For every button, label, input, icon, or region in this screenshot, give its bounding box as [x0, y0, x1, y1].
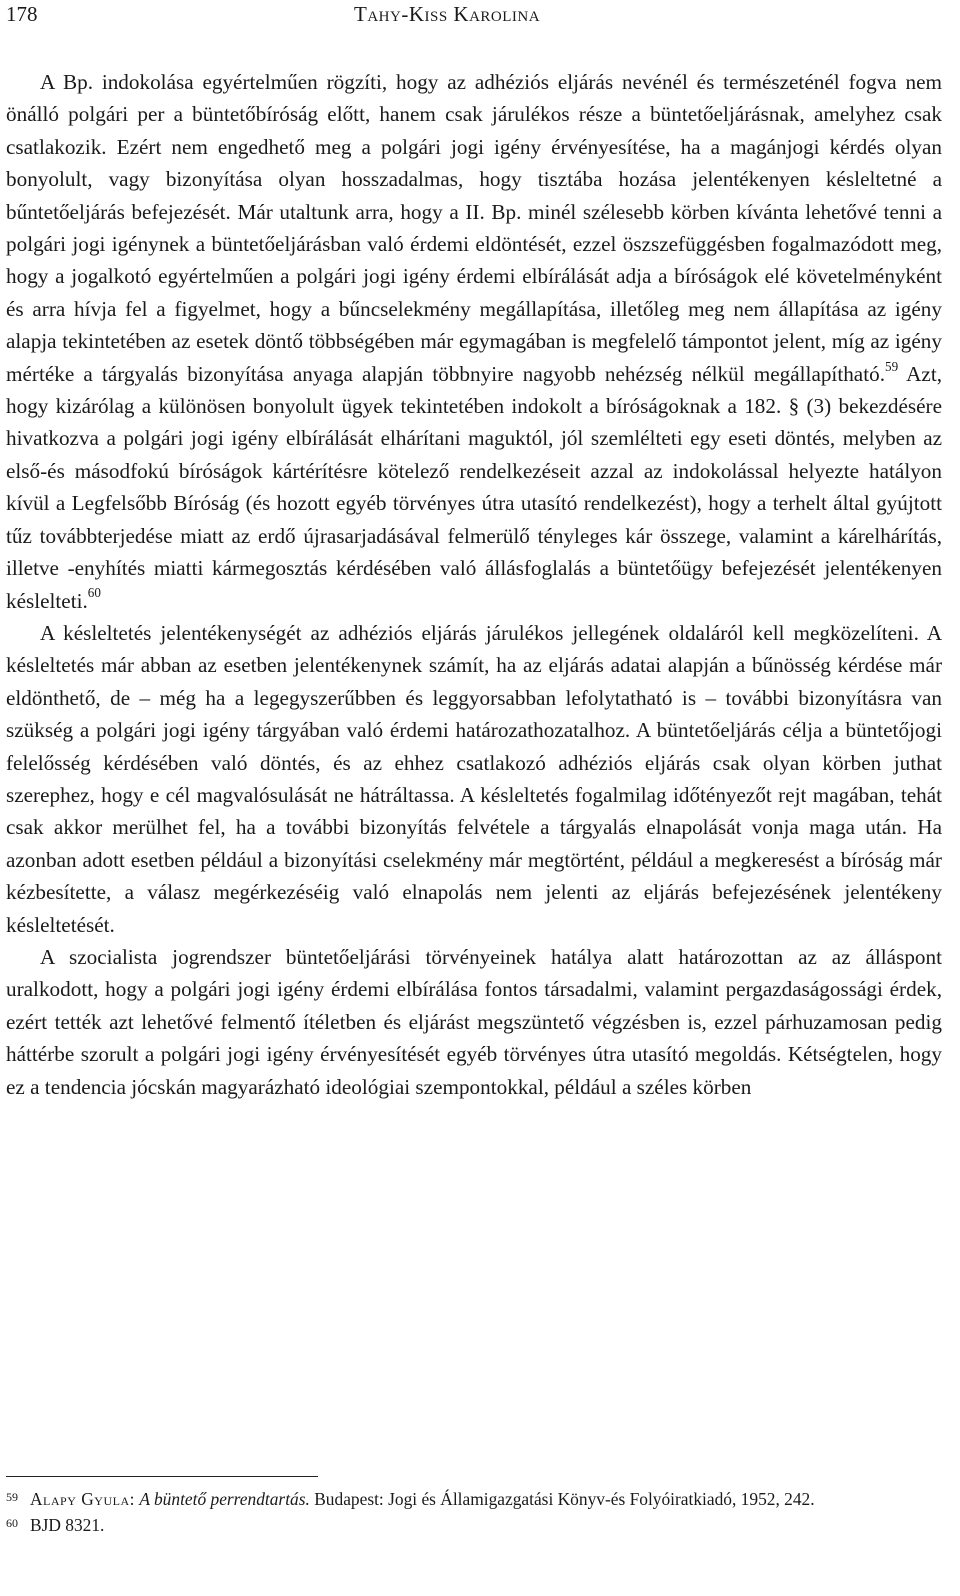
running-title: Tahy-Kiss Karolina	[354, 2, 541, 26]
footnote-publication: Budapest: Jogi és Államigazgatási Könyv-és Folyóiratkiadó, 1952, 242.	[309, 1489, 815, 1509]
body-text	[6, 66, 942, 1103]
footnote-number: 59	[6, 1490, 18, 1504]
paragraph-1	[6, 66, 942, 617]
footnote-ref-59[interactable]: 59	[885, 358, 899, 374]
footnote-separator	[6, 1476, 318, 1477]
footnote-author: Alapy Gyula:	[30, 1489, 135, 1509]
footnote-60	[6, 1512, 942, 1538]
footnote-59	[6, 1486, 942, 1512]
paragraph-2: A késleltetés jelentékenységét az adhéziós eljárás járulékos jellegének oldaláról kell megközelíteni. A késleltetés már abban az esetben jelentékenynek számít, ha az eljárás adatai alapján a bűnösség kérdése már eldönthető, de – még ha a legegyszerűbben és leggyorsabban lefolytatható is – további bizonyításra van szükség a polgári jogi igény tárgyában való érdemi határozathozatalhoz. A büntetőeljárás célja a büntetőjogi felelősség kérdésében való döntés, és az ehhez csatlakozó adhéziós eljárás csak olyan körben juthat szerephez, hogy e cél magvalósulását ne hátráltassa. A késleltetés fogalmilag időtényezőt rejt magában, tehát csak akkor merülhet fel, ha a további bizonyítás felvétele a tárgyalás elnapolását vonja maga után. Ha azonban adott esetben például a bizonyítási cselekmény már megtörtént, például a megkeresést a bíróság már kézbesítette, a válasz megérkezéséig való elnapolás nem jelenti az eljárás befejezésének jelentékeny késleltetését.	[6, 620, 942, 937]
footnote-number: 60	[6, 1516, 18, 1530]
paragraph-3: A szocialista jogrendszer büntetőeljárási törvényeinek hatálya alatt határozottan az az álláspont uralkodott, hogy a polgári jogi igény érdemi elbírálása fontos társadalmi, valamint pergazdaságossági érdek, ezért tették azt lehetővé felmentő ítéletben és eljárást megszüntető végzésben is, ezzel párhuzamosan pedig háttérbe szorult a polgári jogi igény érvényesítését egyéb törvényes útra utasító megoldás. Kétségtelen, hogy ez a tendencia jócskán magyarázható ideológiai szempontokkal, például a széles körben	[6, 944, 942, 1099]
footnote-ref-60[interactable]: 60	[87, 585, 101, 601]
paragraph-1-text-a: A Bp. indokolása egyértelműen rögzíti, hogy az adhéziós eljárás nevénél és természeténél fogva nem önálló polgári per a büntetőbíróság előtt, hanem csak járulékos része a büntetőeljárásnak, amelyhez csak csatlakozik. Ezért nem engedhető meg a polgári jogi igény érvényesítése, ha a magánjogi kérdés olyan bonyolult, vagy bizonyítása olyan hosszadalmas, hogy tisztába hozása jelentékenyen késleltetné a bűntetőeljárás befejezését. Már utaltunk arra, hogy a II. Bp. minél szélesebb körben kívánta lehetővé tenni a polgári jogi igénynek a büntetőeljárásban való érdemi eldöntését, ezzel öszszefüggésben fogalmazódott meg, hogy a jogalkotó egyértelműen a polgári jogi igény érdemi elbírálását adja a bíróságok elé követelményként és arra hívja fel a figyelmet, hogy a bűncselekmény megállapítása, illetőleg meg nem állapítása az igény alapja tekintetében az esetek döntő többségében már egymagában is megfelelő támpontot jelent, míg az igény mértéke a tárgyalás bizonyítása anyaga alapján többnyire nagyobb nehézség nélkül megállapítható.	[6, 70, 942, 386]
footnote-text: BJD 8321.	[30, 1515, 105, 1535]
running-header	[6, 2, 946, 32]
paragraph-1-text-b: Azt, hogy kizárólag a különösen bonyolult ügyek tekintetében indokolt a bíróságoknak a 182. § (3) bekezdésére hivatkozva a polgári jogi igény elbírálását elhárítani maguktól, jól szemlélteti egy eseti döntés, melyben az első-és másodfokú bíróságok kártérítésre kötelező rendelkezéseit azzal az indokolással helyezte hatályon kívül a Legfelsőbb Bíróság (és hozott egyéb törvényes útra utasító rendelkezést), hogy a terhelt által gyújtott tűz továbbterjedése miatt az erdő újrasarjadásával felmerülő tényleges kár összege, valamint a kárelhárítás, illetve -enyhítés miatti kármegosztás kérdésében való állásfoglalás a büntetőügy befejezését jelentékenyen késlelteti.	[6, 361, 943, 613]
footnotes	[6, 1486, 942, 1538]
footnote-title: A büntető perrendtartás.	[139, 1489, 310, 1509]
page-number: 178	[6, 2, 38, 26]
